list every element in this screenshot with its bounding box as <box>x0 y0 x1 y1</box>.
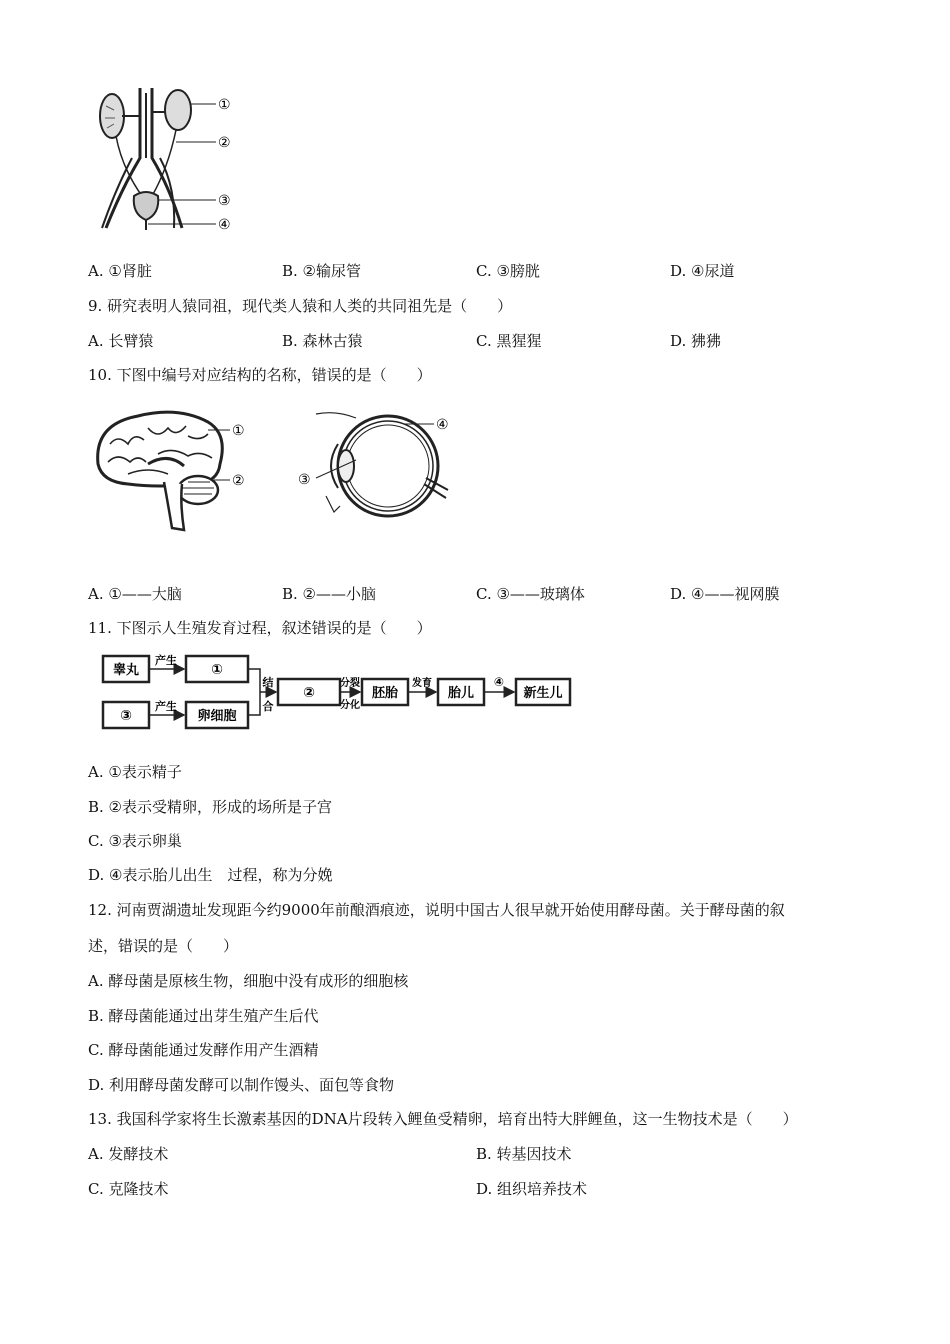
q13-option-d[interactable]: D. 组织培养技术 <box>476 1180 588 1198</box>
q11-option-a[interactable]: A. ①表示精子 <box>88 763 182 781</box>
flow-label-produce-2: 产生 <box>155 700 177 713</box>
flow-label-develop: 发育 <box>412 678 432 689</box>
eye-label-3: ③ <box>298 472 311 488</box>
flow-node-1: ① <box>211 662 223 678</box>
q8-option-c[interactable]: C. ③膀胱 <box>476 262 540 280</box>
flow-label-divide: 分裂 <box>340 678 360 689</box>
brain-label-2: ② <box>232 473 245 489</box>
flow-testis: 睾丸 <box>112 663 140 678</box>
q13-option-b[interactable]: B. 转基因技术 <box>476 1145 572 1163</box>
flow-egg-cell: 卵细胞 <box>197 709 237 724</box>
brain-figure <box>88 404 268 544</box>
eye-label-4: ④ <box>436 417 449 433</box>
q11-option-c[interactable]: C. ③表示卵巢 <box>88 832 182 850</box>
q12-option-c[interactable]: C. 酵母菌能通过发酵作用产生酒精 <box>88 1041 319 1059</box>
q8-option-b[interactable]: B. ②输尿管 <box>282 262 362 280</box>
q10-option-a[interactable]: A. ①——大脑 <box>88 585 182 603</box>
brain-label-1: ① <box>232 423 245 439</box>
eye-figure <box>296 404 466 534</box>
q9-option-a[interactable]: A. 长臂猿 <box>88 332 154 350</box>
flow-label-differentiate: 分化 <box>340 700 360 711</box>
q13-stem: 13. 我国科学家将生长激素基因的DNA片段转入鲤鱼受精卵，培育出特大胖鲤鱼，这一生物技术是（ ） <box>88 1110 798 1128</box>
q11-stem: 11. 下图示人生殖发育过程，叙述错误的是（ ） <box>88 619 432 637</box>
q8-option-a[interactable]: A. ①肾脏 <box>88 262 152 280</box>
q12-option-b[interactable]: B. 酵母菌能通过出芽生殖产生后代 <box>88 1007 319 1025</box>
flow-label-produce-1: 产生 <box>155 654 177 667</box>
flow-label-combine-top: 结 <box>262 676 274 689</box>
flow-embryo: 胚胎 <box>371 686 399 701</box>
q13-option-a[interactable]: A. 发酵技术 <box>88 1145 169 1163</box>
q12-stem-line1: 12. 河南贾湖遗址发现距今约9000年前酿酒痕迹，说明中国古人很早就开始使用酵母菌。关于酵母菌的叙 <box>88 901 785 919</box>
q10-option-c[interactable]: C. ③——玻璃体 <box>476 585 585 603</box>
q12-option-d[interactable]: D. 利用酵母菌发酵可以制作馒头、面包等食物 <box>88 1076 395 1094</box>
reproduction-flow-diagram <box>98 648 578 732</box>
flow-label-4: ④ <box>493 675 505 689</box>
flow-fetus: 胎儿 <box>447 686 475 701</box>
flow-node-3: ③ <box>120 708 132 724</box>
flow-newborn: 新生儿 <box>523 686 563 701</box>
q9-option-d[interactable]: D. 狒狒 <box>670 332 722 350</box>
flow-label-combine-bottom: 合 <box>262 700 274 713</box>
q9-stem: 9. 研究表明人猿同祖，现代类人猿和人类的共同祖先是（ ） <box>88 297 513 315</box>
q10-stem: 10. 下图中编号对应结构的名称，错误的是（ ） <box>88 366 432 384</box>
q11-option-b[interactable]: B. ②表示受精卵，形成的场所是子宫 <box>88 798 333 816</box>
figure-label-2: ② <box>218 135 231 151</box>
flow-node-2: ② <box>303 685 315 701</box>
q9-option-c[interactable]: C. 黑猩猩 <box>476 332 542 350</box>
q12-option-a[interactable]: A. 酵母菌是原核生物，细胞中没有成形的细胞核 <box>88 972 409 990</box>
figure-label-4: ④ <box>218 217 231 233</box>
q9-option-b[interactable]: B. 森林古猿 <box>282 332 363 350</box>
q11-option-d[interactable]: D. ④表示胎儿出生 过程，称为分娩 <box>88 866 333 884</box>
q10-option-b[interactable]: B. ②——小脑 <box>282 585 377 603</box>
figure-label-3: ③ <box>218 193 231 209</box>
q12-stem-line2: 述，错误的是（ ） <box>88 937 239 955</box>
urinary-system-figure <box>92 88 272 238</box>
figure-label-1: ① <box>218 97 231 113</box>
q8-option-d[interactable]: D. ④尿道 <box>670 262 735 280</box>
q10-option-d[interactable]: D. ④——视网膜 <box>670 585 780 603</box>
q13-option-c[interactable]: C. 克隆技术 <box>88 1180 169 1198</box>
